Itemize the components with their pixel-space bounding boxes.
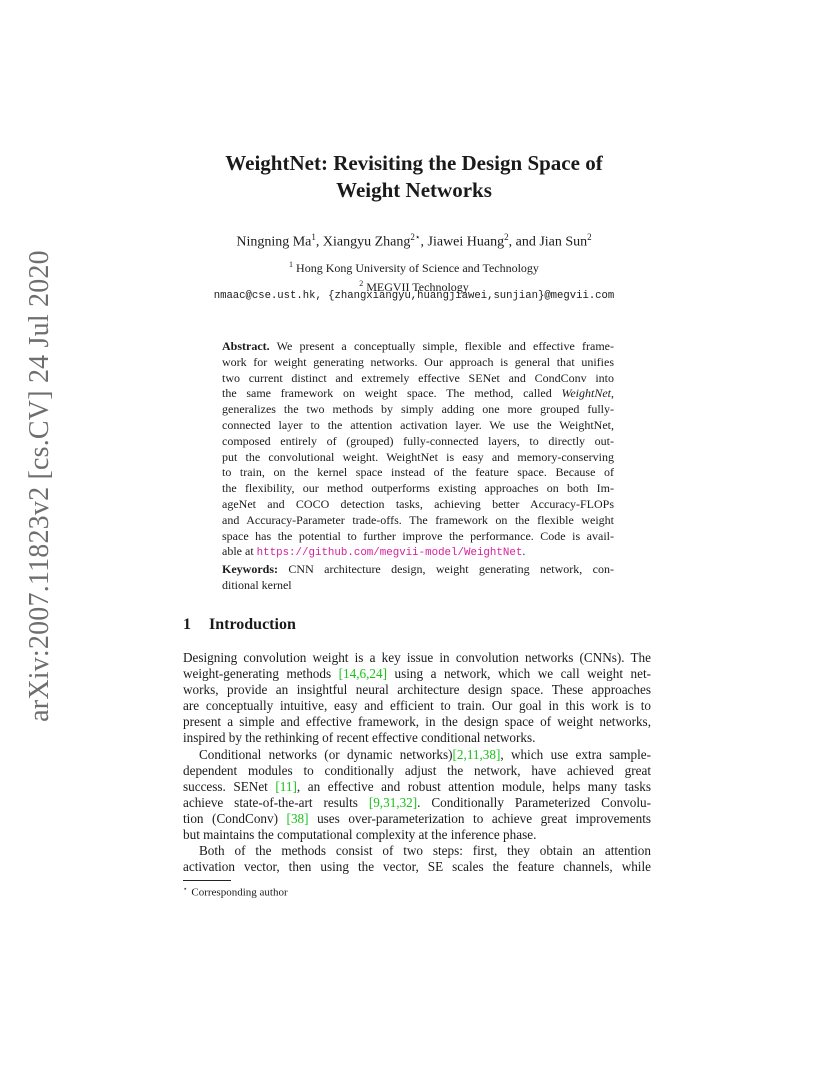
author-mark: 2 xyxy=(587,232,592,242)
author-name: Xiangyu Zhang xyxy=(322,234,411,250)
author-mark: 1 xyxy=(311,232,316,242)
affiliation-1: $^1$ Hong Kong University of Science and Technology xyxy=(289,260,539,275)
keywords: Keywords: CNN architecture design, weight generating network, con- ditional kernel xyxy=(222,562,615,592)
author-name: Jiawei Huang xyxy=(427,234,505,250)
footnote-rule xyxy=(183,880,231,881)
body-text: Designing convolution weight is a key issue in convolution networks (CNNs). The weight-generating methods [14,6,24] using a network, which we call weight net- works, provide an insightful neural architecture design space. These approaches are conceptually intuitive, easy and efficient to train. Our goal in this work is to present a simple and effective framework, in the design space of weight networks, inspired by the rethinking of recent effective conditional networks. Conditional networks (or dynamic networks)[2,11,38], which use extra sample- dependent modules to conditionally adjust the network, have achieved great success. SENet [11], an effective and robust attention module, helps many tasks achieve state-of-the-art results [9,31,32]. Conditionally Parameterized Convolu- tion (CondConv) [38] uses over-parameterization to achieve great improvements but maintains the computational complexity at the inference phase. Both of the methods consist of two steps: first, they obtain an attention activation vector, then using the vector, SE scales the feature channels, while xyxy=(183,650,652,875)
author-mark: 2⋆ xyxy=(410,232,421,242)
title-line-2: Weight Networks xyxy=(336,178,492,202)
arxiv-sidebar xyxy=(20,250,60,722)
footnote-text: Corresponding author xyxy=(191,886,288,899)
abstract: Abstract. We present a conceptually simple, flexible and effective frame- work for weight generating networks. Our approach is general that unifies two current distinct and extremely effective SENet and CondConv into the same framework on weight space. The method, called WeightNet, generalizes the two methods by simply adding one more grouped fully- connected layer to the attention activation layer. We use the WeightNet, composed entirely of (grouped) fully-connected layers, to directly out- put the convolutional weight. WeightNet is easy and memory-conserving to train, on the kernel space instead of the feature space. Because of the flexibility, our method outperforms existing approaches on both Im- ageNet and COCO detection tasks, achieving better Accuracy-FLOPs and Accuracy-Parameter trade-offs. The framework on the flexible weight space has the potential to further improve the performance. Code is avail- able at https://github.com/megvii-model/WeightNet. xyxy=(222,339,614,560)
section-title: Introduction xyxy=(209,616,296,633)
author-emails: nmaac@cse.ust.hk, {zhangxiangyu,huangjiawei,sunjian}@megvii.com xyxy=(213,290,615,302)
keywords-label: Keywords: xyxy=(222,562,278,576)
citation-link[interactable]: [38] xyxy=(286,810,309,826)
author-name: Jian Sun xyxy=(539,234,588,250)
method-name: WeightNet xyxy=(561,386,611,401)
footnote-mark: ⋆ xyxy=(183,885,188,893)
arxiv-identifier: arXiv:2007.11823v2 [cs.CV] 24 Jul 2020 xyxy=(24,250,55,722)
code-link[interactable]: https://github.com/megvii-model/WeightNet xyxy=(256,547,523,560)
affiliation-2: $^2$ MEGVII Technology xyxy=(359,279,469,294)
author-mark: 2 xyxy=(504,232,509,242)
footnote xyxy=(183,885,288,899)
paper-title xyxy=(150,150,678,204)
citation-link[interactable]: [9,31,32] xyxy=(368,794,418,810)
abstract-label: Abstract. xyxy=(222,339,270,353)
section-number: 1 xyxy=(183,616,191,633)
citation-link[interactable]: [2,11,38] xyxy=(452,746,501,762)
author-list: Ningning Ma$^1$, Xiangyu Zhang$^{2⋆}$, Jiawei Huang$^2$, and Jian Sun$^2$ xyxy=(236,232,592,250)
title-line-1: WeightNet: Revisiting the Design Space of xyxy=(225,151,603,175)
citation-link[interactable]: [11] xyxy=(275,778,297,794)
citation-link[interactable]: [14,6,24] xyxy=(338,666,388,682)
author-name: Ningning Ma xyxy=(236,234,312,250)
section-heading xyxy=(183,616,296,634)
